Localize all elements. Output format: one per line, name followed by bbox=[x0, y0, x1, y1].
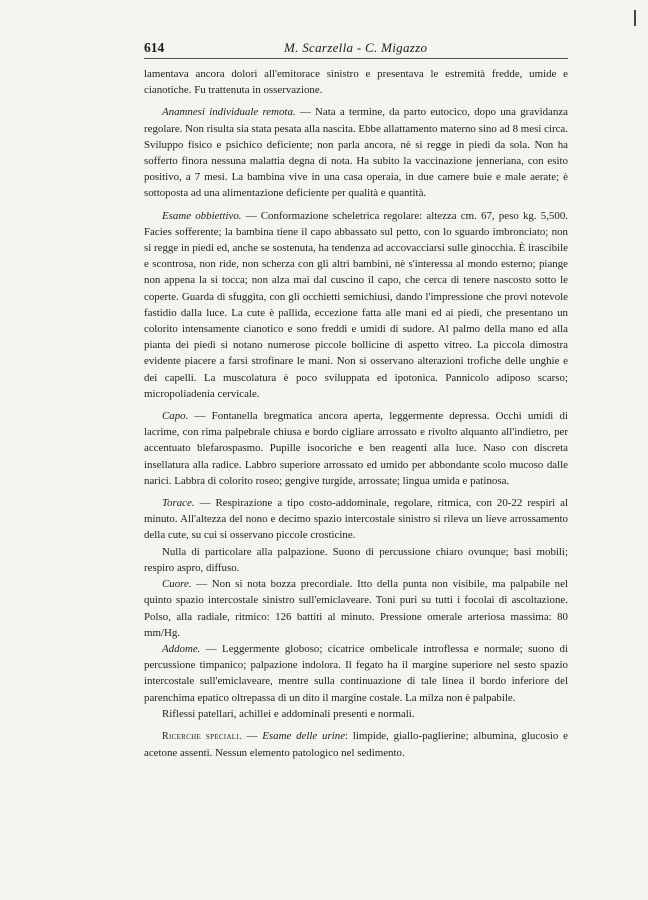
section-heading: Anamnesi individuale remota. bbox=[162, 106, 296, 119]
paragraph-text: lamentava ancora dolori all'emitorace sinistro e presentava le estremità fredde, umide e cianotiche. Fu trattenuta in osservazione. bbox=[144, 68, 568, 97]
paragraph-text: Nulla di particolare alla palpazione. Suono di percussione chiaro ovunque; basi mobili; respiro aspro, diffuso. bbox=[144, 545, 568, 574]
paragraph-text: — Nata a termine, da parto eutocico, dopo una gravidanza regolare. Non risulta sia stata pesata alla nascita. Ebbe allattamento materno sino ad 8 mesi circa. Sviluppo fisico e psichico deficiente; non parla ancora, nè si regge in piedi da sola. Non ha sofferto finora nessuna malattia degna di nota. Ha subito la vaccinazione jenneriana, con esito positivo, a 7 mesi. La bambina vive in una casa operaia, in due camere buie e male aerate; è sottoposta ad una alimentazione deficiente per qualità e quantità. bbox=[144, 106, 568, 200]
paragraph-anamnesi bbox=[144, 104, 568, 201]
heading-dash: — bbox=[241, 729, 263, 742]
paragraph-capo bbox=[144, 408, 568, 489]
section-heading: Capo. bbox=[162, 410, 189, 423]
paragraph-text: — Leggermente globoso; cicatrice ombelicale introflessa e normale; suono di percussione timpanico; palpazione indolora. Il fegato ha il margine superiore nel sesto spazio intercostale sull'emiclaveare, mentre sulla continuazione di tale linea il bordo inferiore del parenchima epatico oltrepassa di un dito il margine costale. La milza non è palpabile. bbox=[144, 642, 568, 704]
sub-heading: Esame delle urine bbox=[262, 729, 346, 742]
paragraph-text: : limpide, giallo-paglierine; albumina, glucosio e acetone assenti. Nessun elemento patologico nel sedimento. bbox=[144, 729, 568, 760]
running-head: M. Scarzella - C. Migazzo bbox=[284, 40, 428, 55]
section-heading: Esame obbiettivo. bbox=[162, 209, 242, 222]
margin-mark bbox=[634, 10, 636, 26]
page-header bbox=[144, 38, 568, 59]
section-heading: Cuore. bbox=[162, 578, 192, 591]
paragraph-intro-continuation bbox=[144, 66, 568, 98]
paragraph-text: — Conformazione scheletrica regolare: altezza cm. 67, peso kg. 5,500. Facies sofferente; la bambina tiene il capo abbassato sul petto, con lo sguardo imbronciato; non si regge in piedi ed, anche se sostenuta, ha tendenza ad accovacciarsi sulle ginocchia. È irascibile e scontrosa, non ride, non scherza con gli altri bambini, nè s'interessa al mondo esterno; piange non appena la si tocca; non alza mai dal cuscino il capo, che cerca di tenere nascosto sotto le coperte. Guarda di sfuggita, con gli occhietti semichiusi, dando l'impressione che provi notevole fastidio dalla luce. La cute è pallida, eccezione fatta alle mani ed ai piedi, che presentano un colorito intensamente cianotico e sono freddi e umidi di sudore. Al palmo della mano ed alla pianta dei piedi si notano numerose piccole bollicine di aspetto vitreo. La piccola dimostra evidente piacere a farsi strofinare le mani. Non si osservano alterazioni trofiche delle unghie e dei capelli. La muscolatura è poco sviluppata ed ipotonica. Pannicolo adiposo scarso; micropoliadenia cervicale. bbox=[144, 209, 568, 400]
paragraph-cuore bbox=[144, 576, 568, 641]
paragraph-ricerche-speciali bbox=[144, 728, 568, 761]
paragraph-text: — Non si nota bozza precordiale. Itto della punta non visibile, ma palpabile nel quinto spazio intercostale sinistro sull'emiclaveare. Toni puri su tutti i focolai di ascoltazione. Polso, alla radiale, ritmico: 126 battiti al minuto. Pressione omerale arteriosa massima: 80 mm/Hg. bbox=[144, 578, 568, 639]
paragraph-esame-obbiettivo bbox=[144, 208, 568, 402]
paragraph-text: Riflessi patellari, achillei e addominali presenti e normali. bbox=[162, 707, 415, 720]
page-number: 614 bbox=[144, 40, 165, 55]
section-heading: Ricerche speciali. bbox=[162, 730, 242, 742]
section-heading: Torace. bbox=[162, 497, 195, 510]
section-heading: Addome. bbox=[162, 642, 201, 655]
paragraph-text: — Fontanella bregmatica ancora aperta, leggermente depressa. Occhi umidi di lacrime, con rima palpebrale chiusa e bordo cigliare arrossato e rivolto alquanto all'indietro, per accentuato blefarospasmo. Pupille isocoriche e ben reagenti alla luce. Naso con discreta insellatura alla radice. Labbro superiore arrossato ed umido per abbondante scolo mucoso dalle narici. Labbra di colorito roseo; gengive turgide, arrossate; lingua umida e patinosa. bbox=[144, 410, 568, 487]
paragraph-text: — Respirazione a tipo costo-addominale, regolare, ritmica, con 20-22 respiri al minuto. All'altezza del nono e decimo spazio intercostale sinistro si rileva un lieve arrossamento della cute, su cui si osservano piccole crosticine. bbox=[144, 497, 568, 542]
paragraph-riflessi bbox=[144, 706, 568, 722]
paragraph-torace bbox=[144, 495, 568, 544]
body-text bbox=[144, 66, 568, 761]
paragraph-palpazione bbox=[144, 544, 568, 576]
paragraph-addome bbox=[144, 641, 568, 706]
